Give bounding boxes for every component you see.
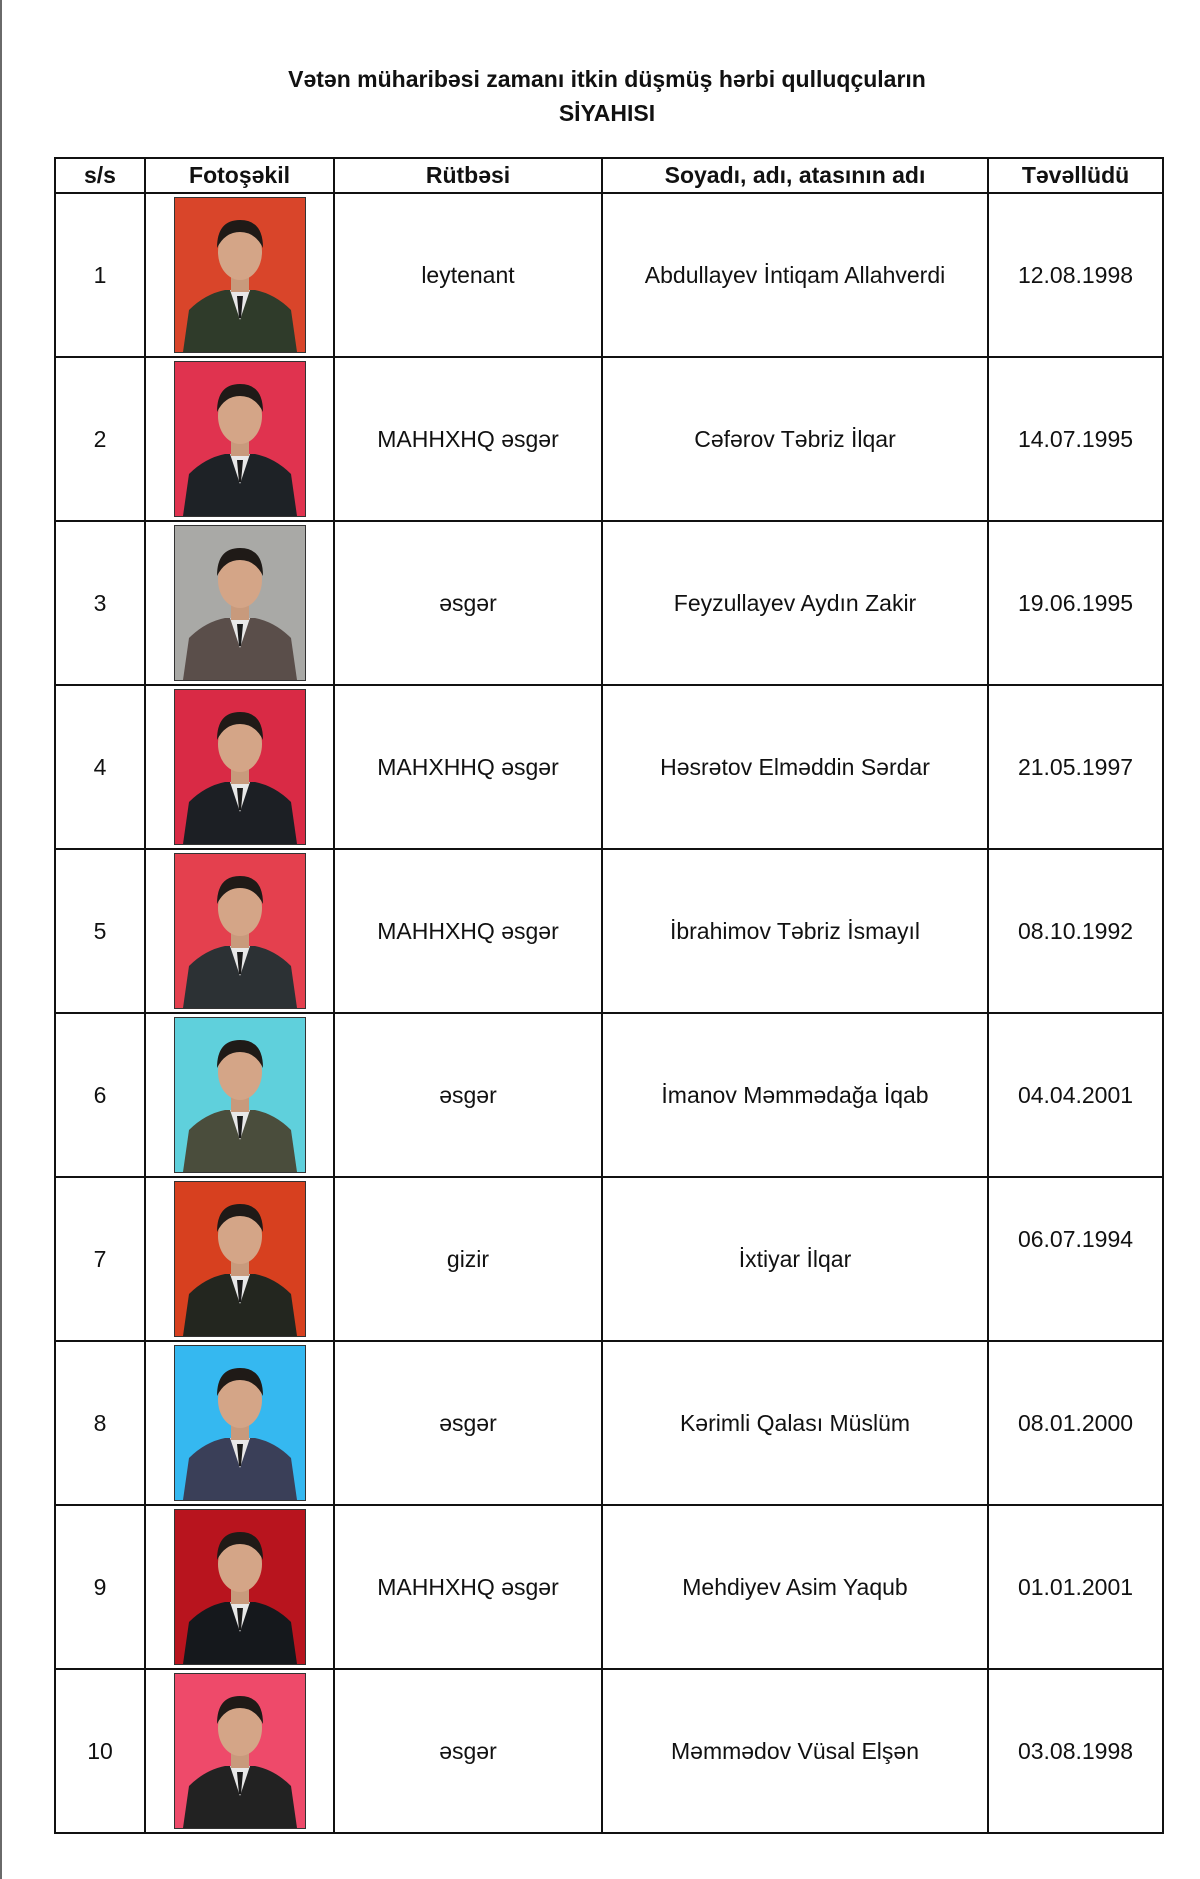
full-name-cell: Mehdiyev Asim Yaqub xyxy=(602,1505,988,1669)
full-name-cell: Cəfərov Təbriz İlqar xyxy=(602,357,988,521)
personnel-table xyxy=(54,157,1164,1834)
full-name-cell: Həsrətov Elməddin Sərdar xyxy=(602,685,988,849)
table-row xyxy=(55,1505,1163,1669)
left-border-line xyxy=(0,0,2,1879)
table-row xyxy=(55,1013,1163,1177)
full-name-cell: İbrahimov Təbriz İsmayıl xyxy=(602,849,988,1013)
portrait-photo xyxy=(174,1181,306,1337)
row-number: 6 xyxy=(55,1013,145,1177)
rank-cell: gizir xyxy=(334,1177,602,1341)
portrait-photo xyxy=(174,1017,306,1173)
photo-cell xyxy=(145,849,334,1013)
portrait-photo xyxy=(174,197,306,353)
photo-cell xyxy=(145,521,334,685)
full-name-cell: İxtiyar İlqar xyxy=(602,1177,988,1341)
photo-cell xyxy=(145,1013,334,1177)
birth-date-cell: 14.07.1995 xyxy=(988,357,1163,521)
photo-cell xyxy=(145,685,334,849)
document-subtitle: SİYAHISI xyxy=(558,100,656,126)
portrait-photo xyxy=(174,361,306,517)
table-row xyxy=(55,849,1163,1013)
row-number: 1 xyxy=(55,193,145,357)
portrait-photo xyxy=(174,1509,306,1665)
photo-cell xyxy=(145,1177,334,1341)
table-row xyxy=(55,1669,1163,1833)
birth-date-cell: 03.08.1998 xyxy=(988,1669,1163,1833)
rank-cell: əsgər xyxy=(334,521,602,685)
header-photo: Fotoşəkil xyxy=(145,158,334,193)
birth-date-cell: 21.05.1997 xyxy=(988,685,1163,849)
header-rank: Rütbəsi xyxy=(334,158,602,193)
rank-cell: əsgər xyxy=(334,1669,602,1833)
birth-date-cell: 19.06.1995 xyxy=(988,521,1163,685)
full-name-cell: Kərimli Qalası Müslüm xyxy=(602,1341,988,1505)
portrait-photo xyxy=(174,689,306,845)
table-row xyxy=(55,521,1163,685)
row-number: 4 xyxy=(55,685,145,849)
table-header-row xyxy=(55,158,1163,193)
birth-date-cell: 06.07.1994 xyxy=(988,1177,1163,1341)
portrait-photo xyxy=(174,1673,306,1829)
table-row xyxy=(55,357,1163,521)
photo-cell xyxy=(145,1669,334,1833)
birth-date-cell: 08.01.2000 xyxy=(988,1341,1163,1505)
birth-date-cell: 01.01.2001 xyxy=(988,1505,1163,1669)
rank-cell: əsgər xyxy=(334,1013,602,1177)
portrait-photo xyxy=(174,525,306,681)
rank-cell: MAHHXHQ əsgər xyxy=(334,1505,602,1669)
full-name-cell: Məmmədov Vüsal Elşən xyxy=(602,1669,988,1833)
row-number: 8 xyxy=(55,1341,145,1505)
header-number: s/s xyxy=(55,158,145,193)
birth-date-cell: 08.10.1992 xyxy=(988,849,1163,1013)
photo-cell xyxy=(145,1341,334,1505)
portrait-photo xyxy=(174,1345,306,1501)
rank-cell: leytenant xyxy=(334,193,602,357)
rank-cell: MAHXHHQ əsgər xyxy=(334,685,602,849)
table-row xyxy=(55,193,1163,357)
photo-cell xyxy=(145,1505,334,1669)
photo-cell xyxy=(145,193,334,357)
full-name-cell: Abdullayev İntiqam Allahverdi xyxy=(602,193,988,357)
photo-cell xyxy=(145,357,334,521)
rank-cell: MAHHXHQ əsgər xyxy=(334,849,602,1013)
table-row xyxy=(55,1341,1163,1505)
birth-date-cell: 12.08.1998 xyxy=(988,193,1163,357)
table-row xyxy=(55,685,1163,849)
row-number: 7 xyxy=(55,1177,145,1341)
header-birth-date: Təvəllüdü xyxy=(988,158,1163,193)
row-number: 2 xyxy=(55,357,145,521)
rank-cell: əsgər xyxy=(334,1341,602,1505)
row-number: 3 xyxy=(55,521,145,685)
document-title: Vətən müharibəsi zamanı itkin düşmüş hərbi qulluqçuların xyxy=(288,66,926,92)
row-number: 9 xyxy=(55,1505,145,1669)
portrait-photo xyxy=(174,853,306,1009)
birth-date-cell: 04.04.2001 xyxy=(988,1013,1163,1177)
row-number: 5 xyxy=(55,849,145,1013)
table-row xyxy=(55,1177,1163,1341)
full-name-cell: İmanov Məmmədağa İqab xyxy=(602,1013,988,1177)
header-full-name: Soyadı, adı, atasının adı xyxy=(602,158,988,193)
row-number: 10 xyxy=(55,1669,145,1833)
rank-cell: MAHHXHQ əsgər xyxy=(334,357,602,521)
full-name-cell: Feyzullayev Aydın Zakir xyxy=(602,521,988,685)
